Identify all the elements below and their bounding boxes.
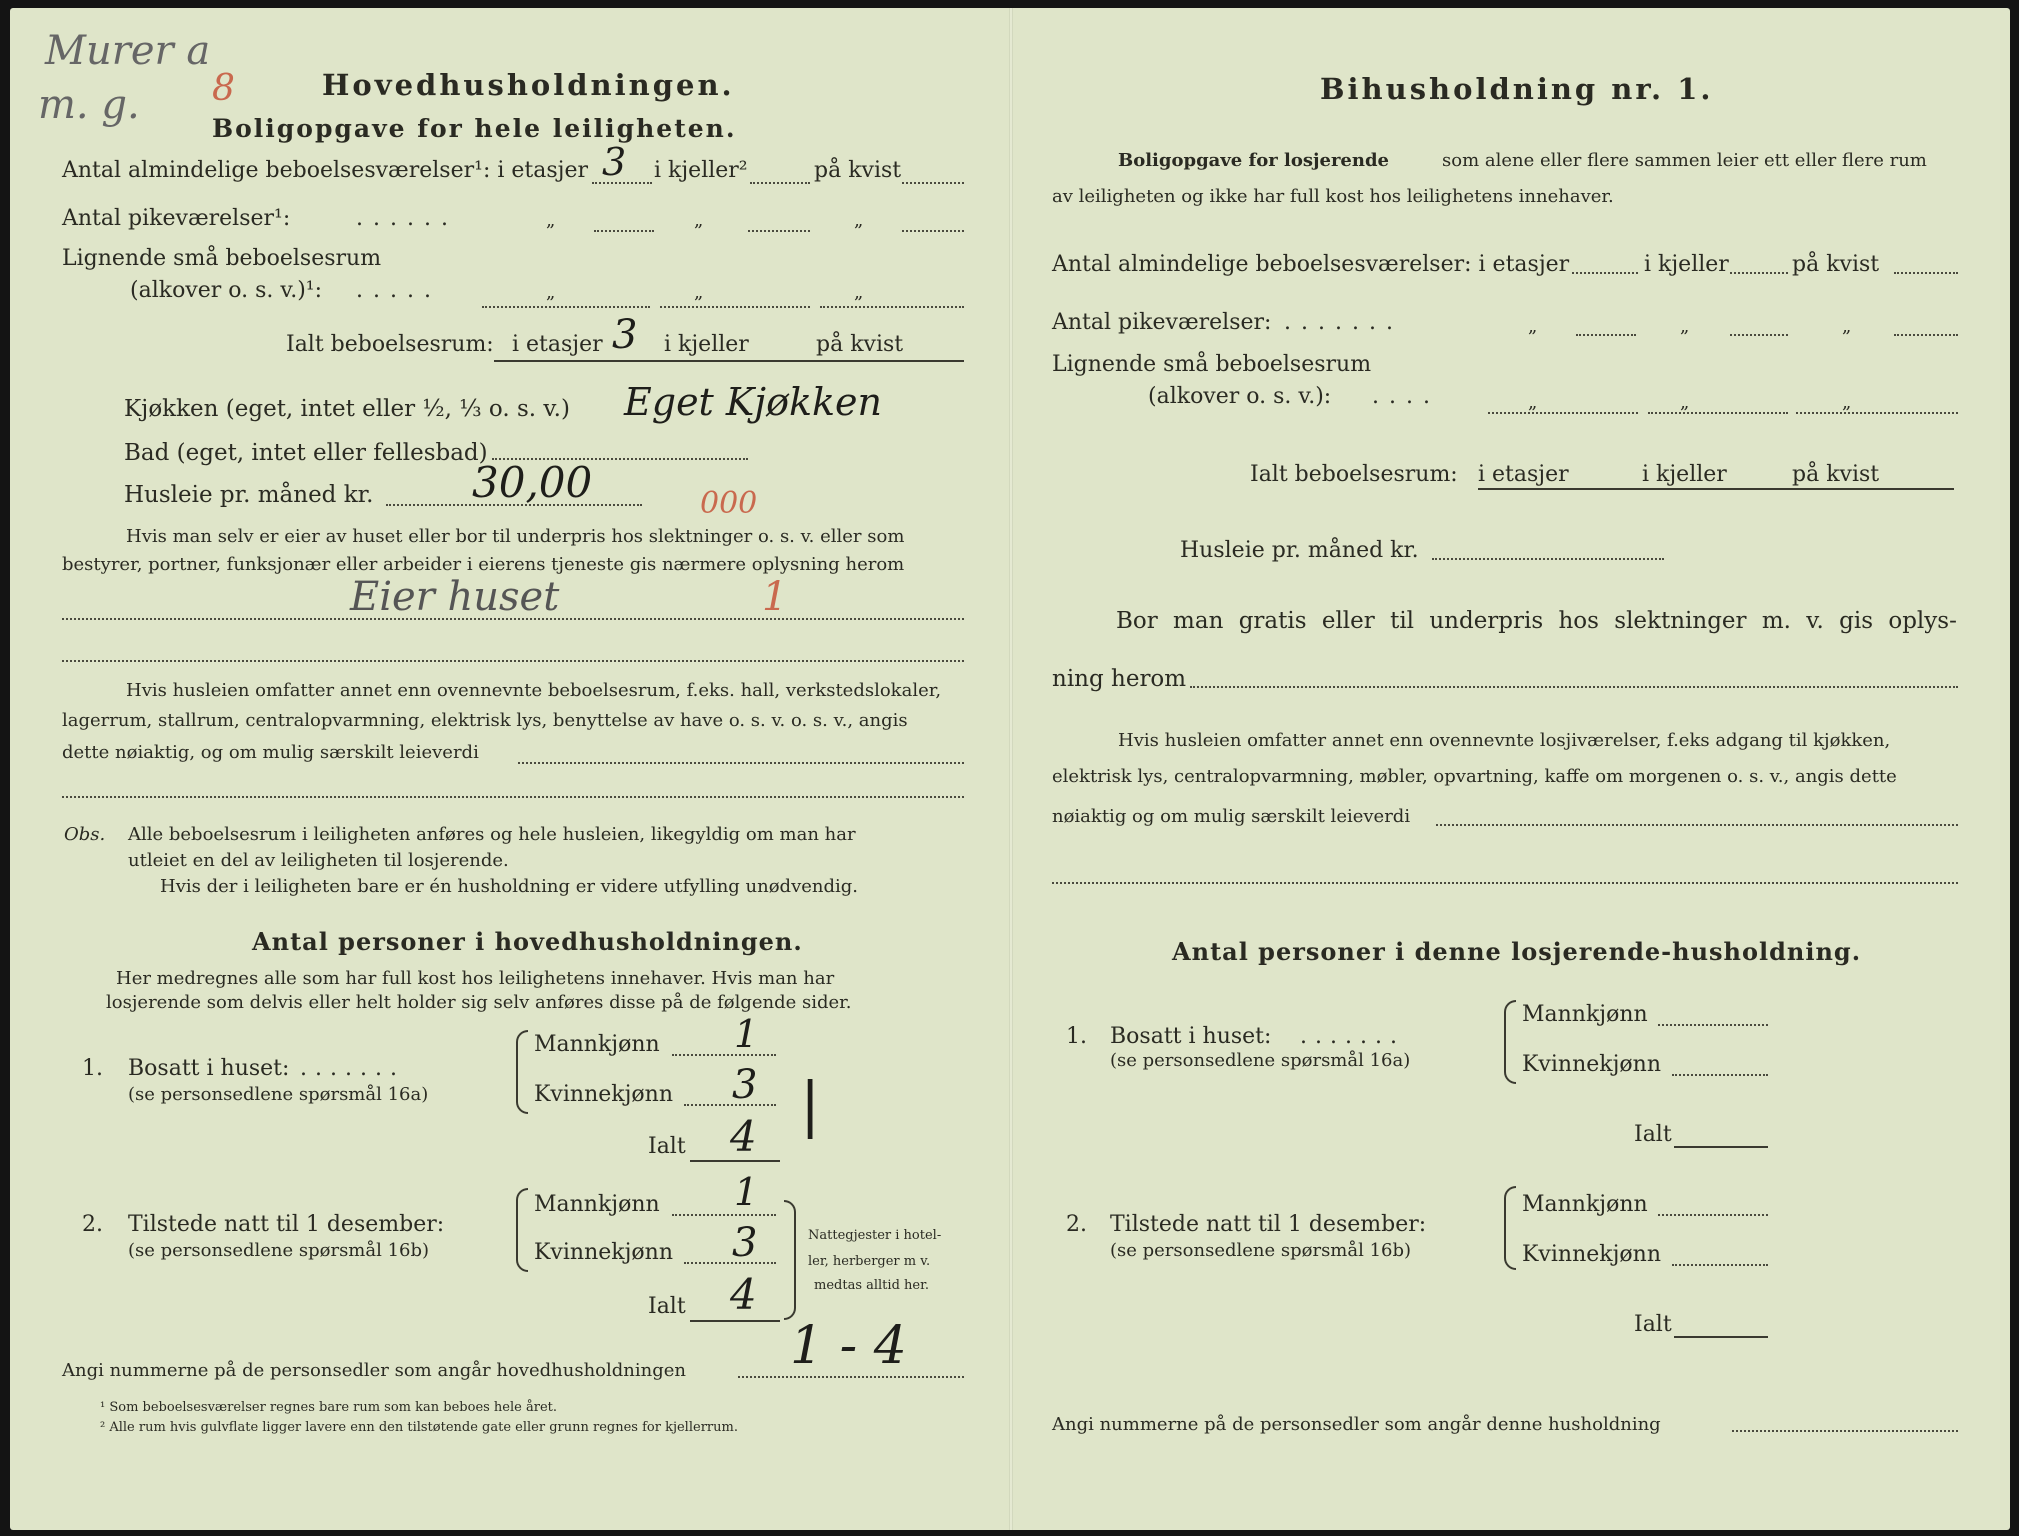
numbers-value: 1 - 4 xyxy=(790,1316,907,1376)
q1-male-value: 1 xyxy=(734,1012,759,1056)
night-guests-note: ler, herberger m v. xyxy=(808,1254,931,1269)
rooms-label: Antal almindelige beboelsesværelser: i etasjer xyxy=(1052,252,1570,277)
margin-note: m. g. xyxy=(38,82,140,128)
page-title: Hovedhusholdningen. xyxy=(322,68,735,102)
owner-line-2[interactable] xyxy=(62,660,964,662)
rent-includes-line[interactable] xyxy=(518,762,964,764)
q1-total-value: 4 xyxy=(730,1112,757,1161)
small-rooms-sublabel: (alkover o. s. v.): xyxy=(1148,384,1332,409)
page-title: Bihusholdning nr. 1. xyxy=(1320,72,1714,106)
q1-sub: (se personsedlene spørsmål 16a) xyxy=(128,1084,429,1105)
rent-label: Husleie pr. måned kr. xyxy=(1180,538,1419,563)
numbers-line[interactable] xyxy=(738,1376,964,1378)
dot-leader: ....... xyxy=(1284,310,1403,335)
rooms-kvist-label: på kvist xyxy=(1792,252,1880,277)
persons-title: Antal personer i hovedhusholdningen. xyxy=(252,927,803,956)
page-fold xyxy=(1009,8,1013,1530)
q1-number: 1. xyxy=(82,1056,103,1081)
owner-text: bestyrer, portner, funksjonær eller arbeider i eierens tjeneste gis nærmere oplysning herom xyxy=(62,554,905,575)
q1-number: 1. xyxy=(1066,1024,1087,1049)
small-rooms-sublabel: (alkover o. s. v.)¹: xyxy=(130,278,323,303)
obs-text: utleiet en del av leiligheten til losjerende. xyxy=(128,850,509,871)
dot-leader: ..... xyxy=(356,278,441,303)
ditto-mark: „ xyxy=(546,282,556,303)
dot-leader: .... xyxy=(1372,384,1440,409)
total-etasjer-label: i etasjer xyxy=(512,332,603,357)
footnote: ² Alle rum hvis gulvflate ligger lavere enn den tilstøtende gate eller grunn regnes for kjellerrum. xyxy=(100,1420,738,1435)
q1-female-value: 3 xyxy=(732,1062,758,1108)
kitchen-label: Kjøkken (eget, intet eller ½, ⅓ o. s. v.) xyxy=(124,396,570,422)
total-etasjer-label: i etasjer xyxy=(1478,462,1569,487)
q1-label: Bosatt i huset: xyxy=(1110,1024,1272,1049)
q1-female-label: Kvinnekjønn xyxy=(1522,1052,1661,1077)
small-etasjer-line[interactable] xyxy=(1488,412,1638,414)
margin-note: Murer a xyxy=(45,28,211,74)
q2-total-line[interactable] xyxy=(690,1320,780,1322)
total-etasjer-value: 3 xyxy=(612,312,638,358)
night-guests-note: Nattegjester i hotel- xyxy=(808,1228,942,1243)
q2-male-value: 1 xyxy=(734,1170,759,1214)
q2-female-label: Kvinnekjønn xyxy=(534,1240,673,1265)
small-kvist-line[interactable] xyxy=(820,306,964,308)
rent-line[interactable] xyxy=(1432,558,1664,560)
rooms-kjeller-label: i kjeller xyxy=(1644,252,1729,277)
ditto-mark: „ xyxy=(546,210,556,231)
maid-kjeller-line[interactable] xyxy=(1730,334,1788,336)
q2-number: 2. xyxy=(1066,1212,1087,1237)
q2-total-line[interactable] xyxy=(1674,1336,1768,1338)
night-guests-note: medtas alltid her. xyxy=(814,1278,930,1293)
q2-male-label: Mannkjønn xyxy=(1522,1192,1648,1217)
dot-leader: ...... xyxy=(356,206,458,231)
q1-brace xyxy=(516,1030,528,1114)
total-kvist-label: på kvist xyxy=(816,332,904,357)
ditto-mark: „ xyxy=(1680,316,1690,337)
rent-includes-line-2[interactable] xyxy=(1052,882,1958,884)
q2-brace xyxy=(516,1188,528,1272)
small-rooms-label: Lignende små beboelsesrum xyxy=(1052,352,1372,377)
rooms-kvist-label: på kvist xyxy=(814,158,902,183)
rent-includes-text: Hvis husleien omfatter annet enn ovennevnte losjiværelser, f.eks adgang til kjøkken, xyxy=(1118,730,1891,751)
rooms-etasjer-line[interactable] xyxy=(1572,272,1638,274)
persons-text: Her medregnes alle som har full kost hos leilighetens innehaver. Hvis man har xyxy=(116,968,835,989)
q2-brace xyxy=(1504,1186,1516,1270)
rent-includes-text: Hvis husleien omfatter annet enn ovennevnte beboelsesrum, f.eks. hall, verkstedslokaler, xyxy=(126,680,942,701)
q2-female-line[interactable] xyxy=(684,1262,776,1264)
q1-total-label: Ialt xyxy=(1634,1122,1672,1147)
small-kjeller-line[interactable] xyxy=(1648,412,1788,414)
small-etasjer-line[interactable] xyxy=(482,306,650,308)
ditto-mark: „ xyxy=(1528,316,1538,337)
obs-text: Hvis der i leiligheten bare er én husholdning er videre utfylling unødvendig. xyxy=(160,876,859,897)
rooms-etasjer-value: 3 xyxy=(602,140,627,184)
q2-female-label: Kvinnekjønn xyxy=(1522,1242,1661,1267)
maid-rooms-label: Antal pikeværelser¹: xyxy=(62,206,291,231)
q2-label: Tilstede natt til 1 desember: xyxy=(1110,1212,1427,1237)
dot-leader: ....... xyxy=(300,1056,405,1081)
q2-male-line[interactable] xyxy=(1658,1214,1768,1216)
maid-kvist-line[interactable] xyxy=(1894,334,1958,336)
q1-brace xyxy=(1504,1000,1516,1084)
rent-includes-text: dette nøiaktig, og om mulig særskilt leieverdi xyxy=(62,742,479,763)
obs-text: Alle beboelsesrum i leiligheten anføres og hele husleien, likegyldig om man har xyxy=(128,824,856,845)
rooms-kjeller-label: i kjeller² xyxy=(654,158,748,183)
rent-value: 30,00 xyxy=(472,458,593,507)
total-rooms-label: Ialt beboelsesrum: xyxy=(286,332,494,357)
rooms-kjeller-line[interactable] xyxy=(750,182,810,184)
q1-male-line[interactable] xyxy=(1658,1024,1768,1026)
rooms-kjeller-line[interactable] xyxy=(1730,272,1788,274)
q2-label: Tilstede natt til 1 desember: xyxy=(128,1212,445,1237)
total-kvist-label: på kvist xyxy=(1792,462,1880,487)
q2-total-label: Ialt xyxy=(648,1294,686,1319)
q2-male-line[interactable] xyxy=(672,1214,776,1216)
total-rooms-label: Ialt beboelsesrum: xyxy=(1250,462,1458,487)
maid-rooms-label: Antal pikeværelser: xyxy=(1052,310,1272,335)
persons-title: Antal personer i denne losjerende-husholdning. xyxy=(1172,937,1862,966)
q2-right-brace xyxy=(784,1200,796,1320)
q1-male-label: Mannkjønn xyxy=(534,1032,660,1057)
rent-label: Husleie pr. måned kr. xyxy=(124,482,374,508)
q2-sub: (se personsedlene spørsmål 16b) xyxy=(1110,1240,1412,1261)
page-subtitle: Boligopgave for hele leiligheten. xyxy=(212,114,737,143)
free-housing-text: ning herom xyxy=(1052,666,1187,692)
q1-female-label: Kvinnekjønn xyxy=(534,1082,673,1107)
numbers-label: Angi nummerne på de personsedler som angår hovedhusholdningen xyxy=(62,1360,686,1381)
maid-etasjer-line[interactable] xyxy=(1576,334,1636,336)
intro-text: av leiligheten og ikke har full kost hos leilighetens innehaver. xyxy=(1052,186,1614,207)
maid-kvist-line[interactable] xyxy=(902,230,964,232)
q1-female-line[interactable] xyxy=(684,1104,776,1106)
maid-etasjer-line[interactable] xyxy=(594,230,654,232)
total-kjeller-label: i kjeller xyxy=(664,332,749,357)
owner-red-mark: 1 xyxy=(762,574,788,620)
owner-line[interactable] xyxy=(62,618,964,620)
rent-red-mark: 000 xyxy=(700,486,758,521)
total-kjeller-label: i kjeller xyxy=(1642,462,1727,487)
q2-sub: (se personsedlene spørsmål 16b) xyxy=(128,1240,430,1261)
q2-total-label: Ialt xyxy=(1634,1312,1672,1337)
q1-check-mark: | xyxy=(800,1070,821,1140)
rent-includes-line[interactable] xyxy=(1436,824,1958,826)
rooms-kvist-line[interactable] xyxy=(902,182,964,184)
rooms-kvist-line[interactable] xyxy=(1894,272,1958,274)
ditto-mark: „ xyxy=(854,210,864,231)
owner-text: Hvis man selv er eier av huset eller bor til underpris hos slektninger o. s. v. eller som xyxy=(126,526,905,547)
ditto-mark: „ xyxy=(1528,392,1538,413)
footnote: ¹ Som beboelsesværelser regnes bare rum som kan beboes hele året. xyxy=(100,1400,557,1415)
rent-includes-text: nøiaktig og om mulig særskilt leieverdi xyxy=(1052,806,1411,827)
intro-text: som alene eller flere sammen leier ett eller flere rum xyxy=(1442,150,1927,171)
obs-label: Obs. xyxy=(64,824,106,845)
margin-note-red: 8 xyxy=(212,68,235,109)
bath-label: Bad (eget, intet eller fellesbad) xyxy=(124,440,488,466)
free-housing-text: Bor man gratis eller til underpris hos slektninger m. v. gis oplys- xyxy=(1116,608,1957,634)
small-rooms-label: Lignende små beboelsesrum xyxy=(62,246,382,271)
q1-total-line[interactable] xyxy=(1674,1146,1768,1148)
numbers-label: Angi nummerne på de personsedler som angår denne husholdning xyxy=(1052,1414,1661,1435)
q2-female-line[interactable] xyxy=(1672,1264,1768,1266)
kitchen-value: Eget Kjøkken xyxy=(624,380,882,424)
q1-label: Bosatt i huset: xyxy=(128,1056,290,1081)
rooms-label: Antal almindelige beboelsesværelser¹: i etasjer xyxy=(62,158,589,183)
small-kjeller-line[interactable] xyxy=(660,306,810,308)
rent-includes-text: elektrisk lys, centralopvarmning, møbler, opvartning, kaffe om morgenen o. s. v., angis dette xyxy=(1052,766,1897,787)
rent-includes-line-2[interactable] xyxy=(62,796,964,798)
q1-total-label: Ialt xyxy=(648,1134,686,1159)
q1-male-line[interactable] xyxy=(672,1054,776,1056)
ditto-mark: „ xyxy=(854,282,864,303)
intro-bold: Boligopgave for losjerende xyxy=(1118,150,1390,171)
ditto-mark: „ xyxy=(694,210,704,231)
numbers-line[interactable] xyxy=(1732,1430,1958,1432)
q2-total-value: 4 xyxy=(730,1270,757,1319)
ditto-mark: „ xyxy=(1842,392,1852,413)
rent-includes-text: lagerrum, stallrum, centralopvarmning, elektrisk lys, benyttelse av have o. s. v. o. s. v., angis xyxy=(62,710,908,731)
q2-female-value: 3 xyxy=(732,1220,758,1266)
q1-female-line[interactable] xyxy=(1672,1074,1768,1076)
maid-kjeller-line[interactable] xyxy=(748,230,810,232)
dot-leader: ....... xyxy=(1300,1024,1405,1049)
free-housing-line[interactable] xyxy=(1190,686,1958,688)
ditto-mark: „ xyxy=(1842,316,1852,337)
ditto-mark: „ xyxy=(1680,392,1690,413)
total-rooms-rule xyxy=(494,360,964,362)
small-kvist-line[interactable] xyxy=(1796,412,1958,414)
total-rooms-rule xyxy=(1478,488,1954,490)
q1-male-label: Mannkjønn xyxy=(1522,1002,1648,1027)
owner-value: Eier huset xyxy=(350,574,560,620)
ditto-mark: „ xyxy=(694,282,704,303)
persons-text: losjerende som delvis eller helt holder sig selv anføres disse på de følgende sider. xyxy=(106,992,852,1013)
q2-male-label: Mannkjønn xyxy=(534,1192,660,1217)
q1-sub: (se personsedlene spørsmål 16a) xyxy=(1110,1050,1411,1071)
q2-number: 2. xyxy=(82,1212,103,1237)
